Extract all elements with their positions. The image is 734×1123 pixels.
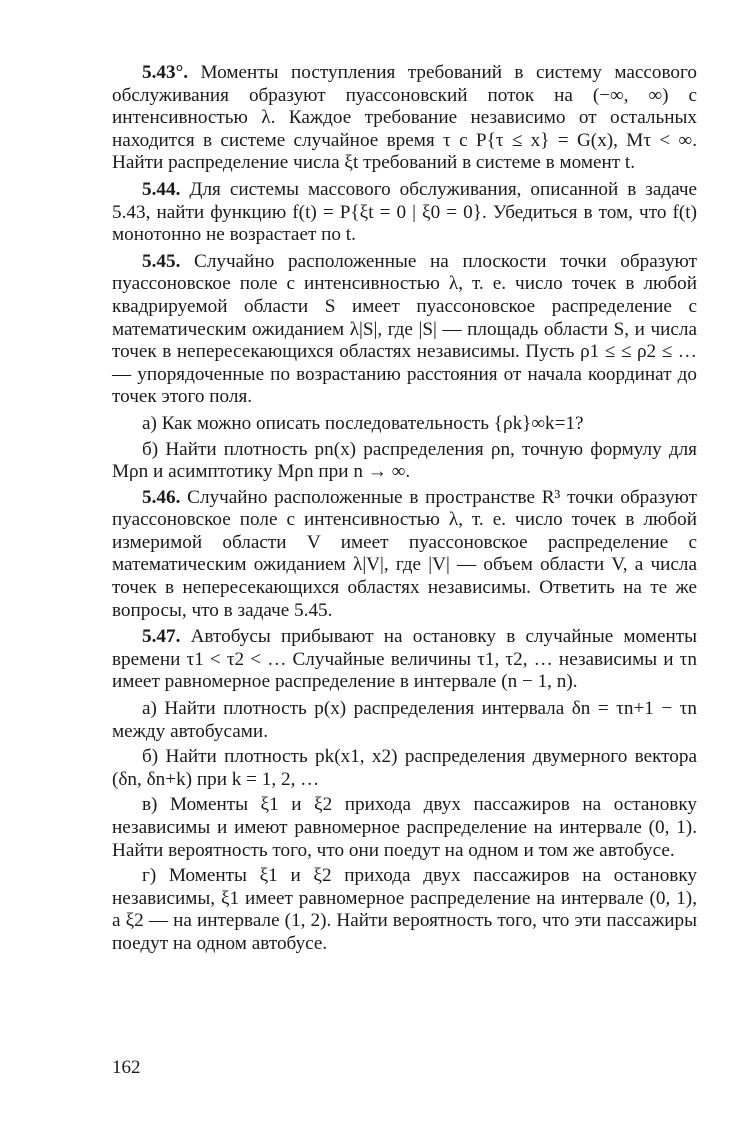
problem-number: 5.45. [142, 250, 181, 272]
problem-5-47-a: а) Найти плотность p(x) распределения интервала δn = τn+1 − τn между автобусами. [112, 698, 697, 742]
problem-5-47-g: г) Моменты ξ1 и ξ2 прихода двух пассажиров на остановку независимы, ξ1 имеет равномерное распределение на интервале (0, 1), а ξ2 — на интервале (1, 2). Найти вероятность того, что эти пассажиры поедут на одном автобусе. [112, 865, 697, 954]
problem-text: Случайно расположенные на плоскости точки образуют пуассоновское поле с интенсивностью λ, т. е. число точек в любой квадрируемой области S имеет пуассоновское распределение с математическим ожиданием λ|S|, где |S| — площадь области S, и числа точек в непересекающихся областях независимы. Пусть ρ1 ≤ ≤ ρ2 ≤ … — упорядоченные по возрастанию расстояния от начала координат до точек этого поля. [112, 250, 697, 408]
page-number: 162 [112, 1057, 141, 1078]
problem-number: 5.47. [142, 626, 181, 648]
problem-5-44 [112, 179, 697, 247]
problem-text: Моменты поступления требований в систему массового обслуживания образуют пуассоновский поток на (−∞, ∞) с интенсивностью λ. Каждое требование независимо от остальных находится в системе случайное время τ с P{τ ≤ x} = G(x), Mτ < ∞. Найти распределение числа ξt требований в системе в момент t. [112, 62, 698, 174]
problem-5-45-b: б) Найти плотность pn(x) распределения ρn, точную формулу для Mρn и асимптотику Mρn при n → ∞. [112, 438, 697, 483]
problem-5-45 [112, 251, 697, 409]
problem-text: Для системы массового обслуживания, описанной в задаче 5.43, найти функцию f(t) = P{ξt = 0 | ξ0 = 0}. Убедиться в том, что f(t) монотонно не возрастает по t. [112, 178, 698, 246]
problem-number: 5.44. [142, 178, 181, 200]
problem-5-47 [112, 626, 697, 694]
problem-text: Автобусы прибывают на остановку в случайные моменты времени τ1 < τ2 < … Случайные величины τ1, τ2, … независимы и τn имеет равномерное распределение в интервале (n − 1, n). [112, 626, 698, 693]
page-body [112, 62, 697, 959]
problem-text: Случайно расположенные в пространстве R³ точки образуют пуассоновское поле с интенсивностью λ, т. е. число точек в любой измеримой области V имеет пуассоновское распределение с математическим ожиданием λ|V|, где |V| — объем области V, а числа точек в непересекающихся областях независимы. Ответить на те же вопросы, что в задаче 5.45. [112, 486, 698, 621]
problem-number: 5.43°. [142, 62, 189, 83]
problem-5-47-b: б) Найти плотность pk(x1, x2) распределения двумерного вектора (δn, δn+k) при k = 1, 2, … [112, 746, 697, 790]
problem-5-45-a: а) Как можно описать последовательность {ρk}∞k=1? [142, 412, 584, 434]
problem-number: 5.46. [142, 486, 181, 508]
problem-5-47-v: в) Моменты ξ1 и ξ2 прихода двух пассажиров на остановку независимы и имеют равномерное распределение на интервале (0, 1). Найти вероятность того, что они поедут на одном и том же автобусе. [112, 794, 697, 861]
problem-5-46 [112, 487, 697, 623]
problem-5-43 [112, 62, 697, 175]
